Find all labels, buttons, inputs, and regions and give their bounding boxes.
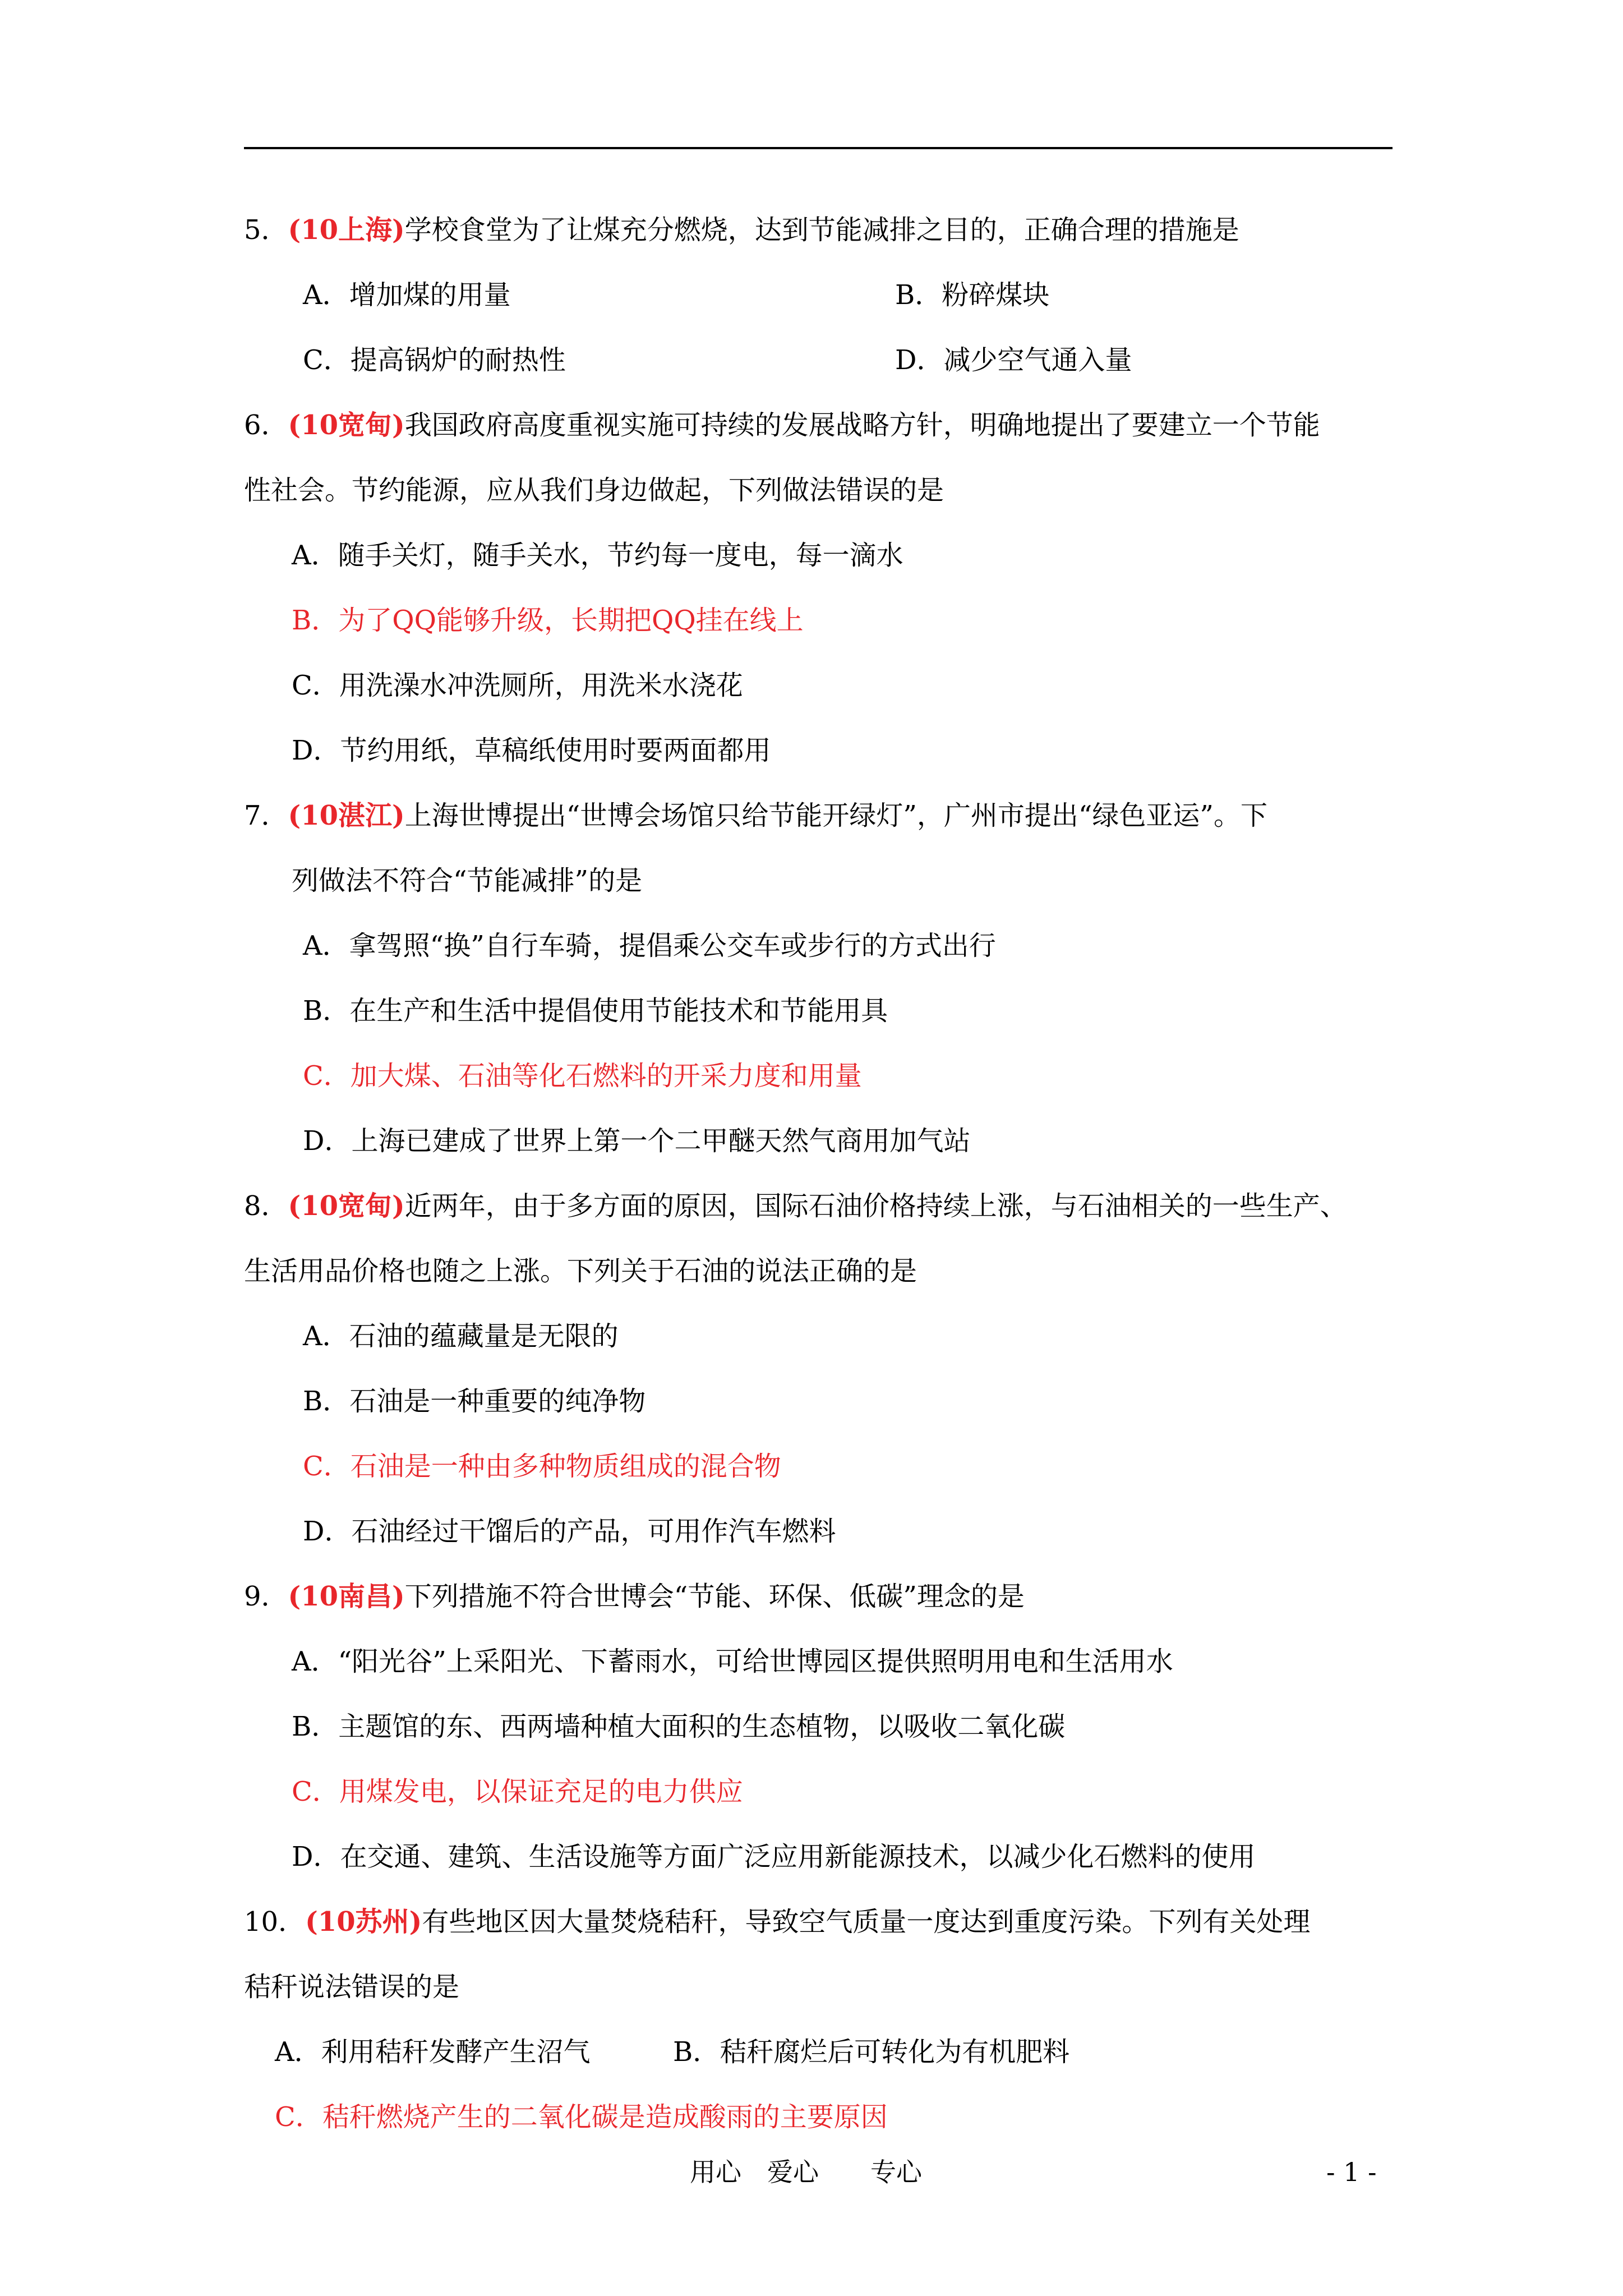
q6-option-d: D．节约用纸，草稿纸使用时要两面都用: [292, 735, 771, 766]
question-8-stem: 8．(10宽甸)近两年，由于多方面的原因，国际石油价格持续上涨，与石油相关的一些生产、: [244, 1190, 1347, 1222]
q5-option-a: A．增加煤的用量: [303, 279, 511, 311]
q10-option-c-answer: C．秸秆燃烧产生的二氧化碳是造成酸雨的主要原因: [275, 2101, 888, 2133]
question-7-stem: 7．(10湛江)上海世博提出“世博会场馆只给节能开绿灯”，广州市提出“绿色亚运”。下: [244, 800, 1267, 831]
q7-option-b: B．在生产和生活中提倡使用节能技术和节能用具: [303, 995, 888, 1027]
q9-option-b: B．主题馆的东、西两墙种植大面积的生态植物，以吸收二氧化碳: [292, 1711, 1066, 1742]
footer-slogan: 用心 爱心 专心: [690, 2157, 922, 2187]
question-5-stem: 5．(10上海)学校食堂为了让煤充分燃烧，达到节能减排之目的，正确合理的措施是: [244, 214, 1239, 246]
q6-option-b-answer: B．为了QQ能够升级，长期把QQ挂在线上: [292, 605, 804, 636]
q6-option-c: C．用洗澡水冲洗厕所，用洗米水浇花: [292, 670, 743, 701]
q8-option-b: B．石油是一种重要的纯净物: [303, 1386, 646, 1417]
question-10-stem: 10．(10苏州)有些地区因大量焚烧秸秆，导致空气质量一度达到重度污染。下列有关处理: [244, 1906, 1311, 1938]
question-6-stem: 6．(10宽甸)我国政府高度重视实施可持续的发展战略方针，明确地提出了要建立一个节能: [244, 409, 1320, 441]
q7-option-d: D．上海已建成了世界上第一个二甲醚天然气商用加气站: [303, 1125, 971, 1157]
q7-option-c-answer: C．加大煤、石油等化石燃料的开采力度和用量: [303, 1060, 862, 1092]
page-number: - 1 -: [1326, 2157, 1377, 2187]
q10-option-b: B．秸秆腐烂后可转化为有机肥料: [673, 2036, 1070, 2068]
q8-option-a: A．石油的蕴藏量是无限的: [303, 1320, 619, 1352]
q5-option-b: B．粉碎煤块: [895, 279, 1050, 311]
q6-option-a: A．随手关灯，随手关水，节约每一度电，每一滴水: [292, 540, 903, 571]
q9-option-c-answer: C．用煤发电，以保证充足的电力供应: [292, 1776, 743, 1807]
question-6-stem-cont: 性社会。节约能源，应从我们身边做起，下列做法错误的是: [244, 475, 944, 506]
question-9-stem: 9．(10南昌)下列措施不符合世博会“节能、环保、低碳”理念的是: [244, 1581, 1025, 1612]
q7-option-a: A．拿驾照“换”自行车骑，提倡乘公交车或步行的方式出行: [303, 930, 996, 961]
q9-option-d: D．在交通、建筑、生活设施等方面广泛应用新能源技术，以减少化石燃料的使用: [292, 1841, 1256, 1872]
question-7-stem-cont: 列做法不符合“节能减排”的是: [292, 865, 643, 896]
header-rule: [244, 147, 1393, 149]
question-8-stem-cont: 生活用品价格也随之上涨。下列关于石油的说法正确的是: [244, 1255, 917, 1287]
q5-option-c: C．提高锅炉的耐热性: [303, 344, 566, 376]
q5-option-d: D．减少空气通入量: [895, 344, 1132, 376]
q9-option-a: A．“阳光谷”上采阳光、下蓄雨水，可给世博园区提供照明用电和生活用水: [292, 1646, 1173, 1677]
question-10-stem-cont: 秸秆说法错误的是: [244, 1971, 460, 2003]
q10-option-a: A．利用秸秆发酵产生沼气: [275, 2036, 591, 2068]
q8-option-d: D．石油经过干馏后的产品，可用作汽车燃料: [303, 1516, 836, 1547]
q8-option-c-answer: C．石油是一种由多种物质组成的混合物: [303, 1451, 781, 1482]
